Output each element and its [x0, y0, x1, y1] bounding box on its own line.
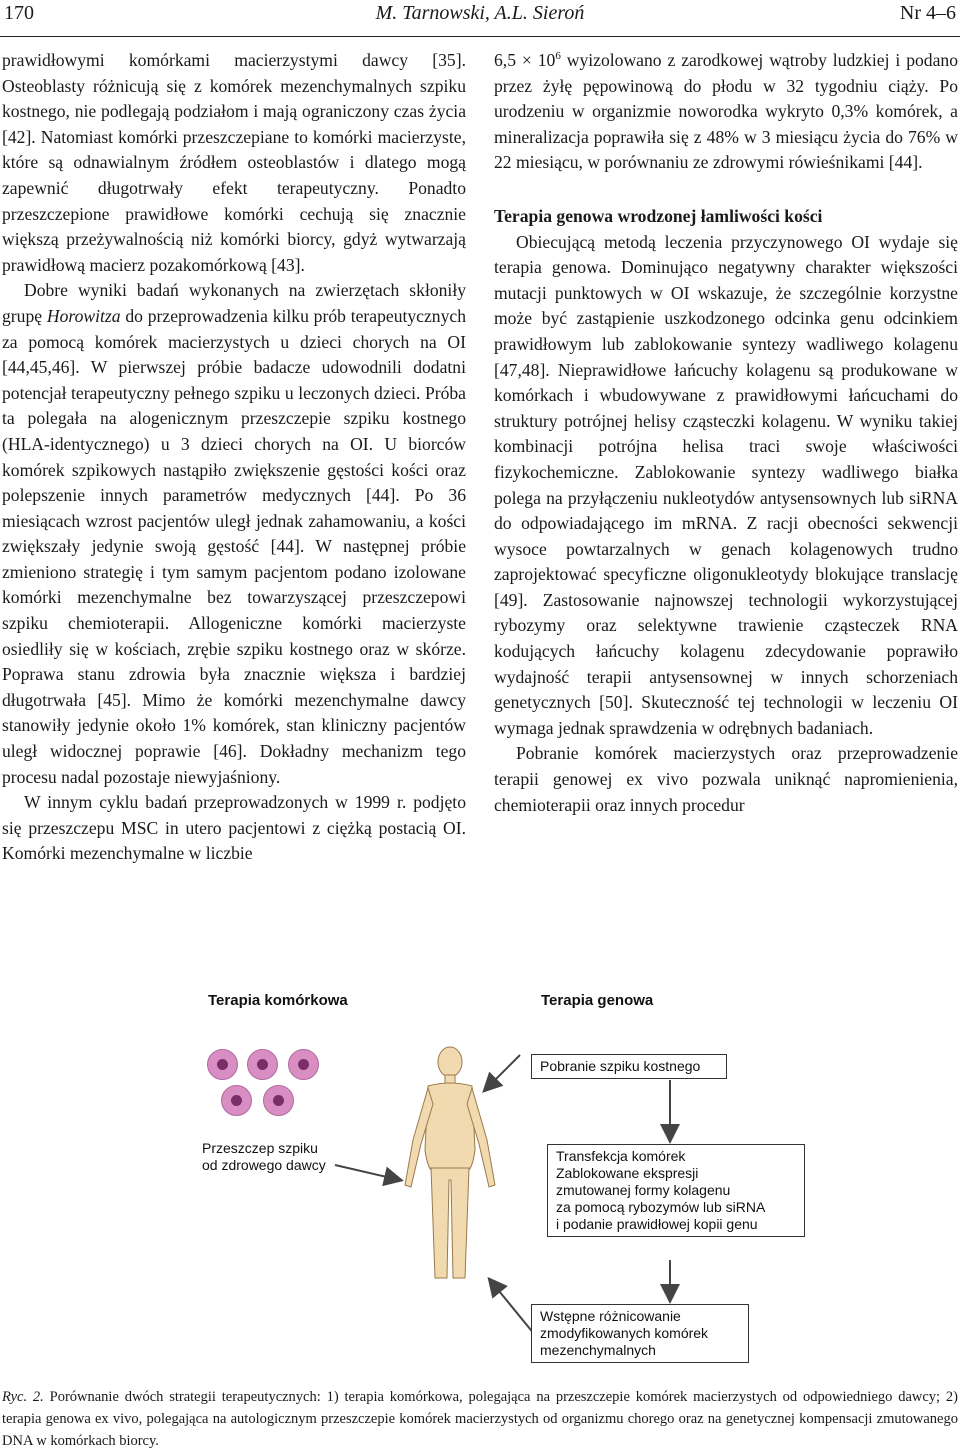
transfection-box: Transfekcja komórek Zablokowane ekspresji zmutowanej formy kolagenu za pomocą rybozymów lub siRNA i podanie prawidłowej kopii genu — [547, 1144, 805, 1237]
paragraph: $6,5 \times 10^6$ wyizolowano z zarodkowej wątroby ludzkiej i podano przez żyłę pępowinową do płodu w 32 tygodniu ciąży. Po urodzeniu w organizmie noworodka wykryto 0,3% komórek, a mineralizacja poprawiła się z 48% w 3 miesiącu życia do 76% w 22 miesiącu, w porównaniu ze zdrowymi rówieśnikami [44]. — [494, 50, 958, 173]
caption-label: Ryc. 2. — [2, 1389, 44, 1405]
transplant-label: Przeszczep szpiku od zdrowego dawcy — [202, 1140, 326, 1173]
right-column — [494, 48, 958, 818]
header-rule — [0, 36, 960, 37]
running-authors: M. Tarnowski, A.L. Sieroń — [375, 2, 585, 24]
figure-caption — [2, 1386, 958, 1452]
paragraph: prawidłowymi komórkami macierzystymi dawcy [35]. Osteoblasty różnicują się z komórek mezenchymalnych szpiku kostnego, nie podlegają podziałom i mają ograniczony czas życia [42]. Natomiast komórki przeszczepiane to komórki macierzyste, które są odnawialnym źródłem osteoblastów i dlatego mogą zapewnić długotrwały efekt terapeutyczny. Ponadto przeszczepione prawidłowe komórki cechują się znacznie większą przeżywalnością niż komórki biorcy, gdyż wytwarzają prawidłową macierz pozakomórkową [43]. — [2, 50, 466, 275]
figure-arrows — [0, 960, 960, 1380]
paragraph: Dobre wyniki badań wykonanych na zwierzętach skłoniły grupę Horowitza do przeprowadzenia kilku prób terapeutycznych za pomocą komórek macierzystych u dzieci chorych na OI [44,45,46]. W pierwszej próbie badacze udowodnili dodatni potencjał terapeutyczny pełnego szpiku u leczonych dzieci. Próba ta polegała na alogenicznym przeszczepie szpiku kostnego (HLA-identycznego) u 3 dzieci chorych na OI. U biorców komórek szpikowych nastąpiło zwiększenie gęstości kości oraz polepszenie innych parametrów medycznych [44]. Po 36 miesiącach wzrost pacjentów uległ jednak zahamowaniu, a kości zwiększały jedynie swoją gęstość [44]. W następnej próbie zmieniono strategię i tym samym pacjentom podano izolowane komórki mezenchymalne bez towarzyszącej przeszczepowi szpiku chemioterapii. Allogeniczne komórki macierzyste osiedliły się w kościach, zrębie szpiku kostnego oraz w skórze. Poprawa stanu zdrowia była znacznie większa i bardziej długotrwała [45]. Mimo że komórki mezenchymalne dawcy stanowiły jedynie około 1% komórek, stan kliniczny pacjentów uległ widocznej poprawie [46]. Dokładny mechanizm tego procesu nadal pozostaje niewyjaśniony. — [2, 280, 466, 787]
harvest-bone-marrow-box: Pobranie szpiku kostnego — [531, 1054, 727, 1079]
paragraph: W innym cyklu badań przeprowadzonych w 1999 r. podjęto się przeszczepu MSC in utero pacjentowi z ciężką postacią OI. Komórki mezenchymalne w liczbie — [2, 792, 466, 864]
page-header — [4, 0, 956, 30]
caption-text: Porównanie dwóch strategii terapeutycznych: 1) terapia komórkowa, polegająca na przeszczepie komórek macierzystych od odpowiedniego dawcy; 2) terapia genowa ex vivo, polegająca na autologicznym przeszczepie komórek macierzystych od organizmu chorego oraz na genetycznej kompensacji zmutowanego DNA w komórkach biorcy. — [2, 1389, 958, 1449]
section-heading: Terapia genowa wrodzonej łamliwości kości — [494, 205, 823, 226]
figure-therapy-comparison — [0, 960, 960, 1380]
paragraph: Pobranie komórek macierzystych oraz przeprowadzenie terapii genowej ex vivo pozwala uniknąć napromienienia, chemioterapii oraz innych procedur — [494, 743, 958, 815]
page-number: 170 — [4, 2, 34, 24]
figure-title-cell-therapy: Terapia komórkowa — [208, 992, 348, 1009]
figure-title-gene-therapy: Terapia genowa — [541, 992, 654, 1009]
issue-number: Nr 4–6 — [899, 2, 956, 24]
italic-name: Horowitza — [46, 305, 121, 326]
left-column — [2, 48, 466, 867]
pre-differentiation-box: Wstępne różnicowanie zmodyfikowanych komórek mezenchymalnych — [531, 1304, 749, 1363]
paragraph: Obiecującą metodą leczenia przyczynowego OI wydaje się terapia genowa. Dominująco negatywny charakter większości mutacji punktowych w OI wskazuje, że szczególnie korzystne może być zastąpienie uszkodzonego odcinka genu odcinkiem prawidłowym lub zablokowanie syntezy wadliwego kolagenu [47,48]. Nieprawidłowe łańcuchy kolagenu są produkowane w komórkach i wbudowywane z prawidłowymi łańcuchami do struktury potrójnej helisy cząsteczki kolagenu. W wyniku takiej kombinacji potrójna helisa traci swoje właściwości fizykochemiczne. Zablokowanie syntezy wadliwego białka polega na przyłączeniu nukleotydów antysensownych lub siRNA do odpowiadającego im mRNA. Z racji obecności sekwencji wysoce powtarzalnych w genach kolagenowych trudno zaprojektować specyficzne oligonukleotydy blokujące translację [49]. Zastosowanie najnowszej technologii wykorzystującej rybozymy oraz selektywne trawienie cząsteczek RNA kodujących łańcuchy kolagenu zdecydowanie poprawiło wydajność terapii antysensownej w innych schorzeniach genetycznych [50]. Skuteczność tej technologii w leczeniu OI wymaga jednak sprawdzenia w odrębnych badaniach. — [494, 231, 958, 738]
